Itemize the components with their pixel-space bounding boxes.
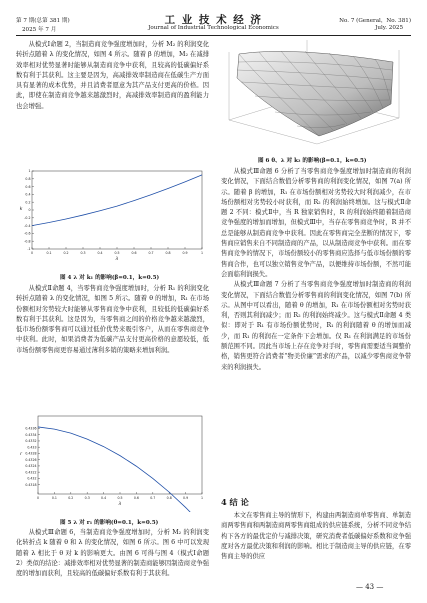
- x-tick-label: 0.8: [165, 251, 171, 255]
- right-column-text-2: [221, 511, 411, 562]
- y-tick-label: 0.4322: [25, 470, 37, 475]
- journal-title-en: Journal of Industrial Technological Economics: [148, 25, 279, 31]
- y-tick-label: 0.4328: [25, 451, 37, 456]
- x-tick-label: 0.4: [101, 496, 107, 500]
- x-tick-label: 0.7: [148, 251, 154, 255]
- figure-4-caption: 图 4 λ 对 k₁ 的影响(β=0.1，k=0.5): [60, 275, 160, 281]
- x-tick-label: 0.3: [80, 251, 86, 255]
- plot-frame: [32, 171, 202, 249]
- y-tick-label: 0.4332: [25, 439, 37, 444]
- x-tick-label: 1: [200, 496, 204, 500]
- y-tick-label: 0.4326: [25, 457, 37, 462]
- paragraph: 从模式Ⅲ命题 6，当制造商竞争强度增加时，分析 M₂ 的利润变化转折点 k 随着 θ 和 λ 的变化情况，如图 6 所示。图 6 中可以发现随着 λ 相比于 θ 对 k 的影响更大。由图 6 可得与图 4（模式Ⅰ命题 2）类似的结论：减排效率相对优势显著的制造商能够因制造商竞争强度的增加而获利，且较高的低碳偏好系数有利于其获利。: [16, 529, 209, 578]
- y-axis-label: k: [19, 207, 23, 212]
- header-rule: [16, 35, 411, 36]
- y-tick-label: 0.4318: [25, 482, 37, 487]
- y-tick-label: -0.8: [24, 239, 31, 244]
- x-tick-label: 0.2: [63, 251, 69, 255]
- x-tick-label: 0.6: [131, 251, 137, 255]
- y-tick-label: 0.8: [25, 177, 31, 181]
- y-tick-label: 0.2: [25, 200, 31, 205]
- paragraph: 本文在零售商主导的情形下，构建由两制造商单零售商、单制造商两零售商和两制造商两零售商组成的供应链系统，分析不同竞争结构下各方的最优定价与减排决策，研究消费者低碳偏好系数和竞争强度对各方最优决策和利润的影响。相比于制造商主导的供应链，在零售商主导的供应: [221, 512, 411, 561]
- y-tick-label: 0: [28, 208, 31, 213]
- x-tick-label: 0.9: [183, 496, 189, 500]
- series-line: [32, 175, 202, 226]
- x-tick-label: 0: [36, 496, 40, 500]
- x-tick-label: 0.2: [68, 496, 74, 500]
- x-tick-label: 0.8: [166, 496, 172, 500]
- issue-date-en: July. 2025: [375, 25, 403, 31]
- page-number: — 43 —: [356, 583, 384, 591]
- left-column-text-3: [16, 528, 209, 579]
- figure-5-caption: 图 5 λ 对 r₁ 的影响(θ=0.1，k=0.5): [60, 520, 159, 526]
- x-tick-label: 0.4: [97, 251, 103, 255]
- issue-number-cn: 第 7 期(总第 381 期): [16, 18, 70, 24]
- y-tick-label: 0.4334: [25, 432, 37, 437]
- y-tick-label: -0.6: [24, 231, 31, 236]
- figure-4-chart: [16, 167, 209, 267]
- y-tick-label: 0.4: [25, 192, 31, 197]
- y-tick-label: 0.4336: [25, 426, 37, 431]
- figure-6-caption: 图 6 θ、λ 对 k₂ 的影响(β=0.1，k=0.5): [258, 158, 367, 164]
- y-tick-label: 0.4324: [25, 464, 37, 469]
- x-axis-label: λ: [118, 502, 122, 507]
- y-tick-label: -1: [27, 247, 31, 252]
- x-tick-label: 0.6: [133, 496, 139, 500]
- page-header: [0, 0, 427, 42]
- y-axis-label: r: [20, 452, 22, 457]
- x-tick-label: 0.1: [46, 251, 52, 255]
- x-tick-label: 0.3: [84, 496, 90, 500]
- right-column-text-1: [221, 167, 411, 373]
- left-column-text-1: [16, 40, 209, 112]
- section-heading-conclusion: 4 结 论: [221, 497, 249, 507]
- y-tick-label: 0.6: [25, 184, 31, 189]
- x-axis-label: λ: [115, 257, 119, 262]
- x-tick-label: 0.5: [114, 251, 120, 255]
- y-tick-label: 0.432: [27, 476, 37, 481]
- paragraph: 从模式Ⅲ命题 7 分析了当零售商竞争强度增加时制造商的利润变化情况，下面结合数值分析零售商的利润变化情况，如图 7(b) 所示。从图中可以看出，随着 θ 的增加，R₁ 在市场份额相对劣势时获利，否则其利润减少；而 R₂ 的利润始终减少。这与模式Ⅱ命题 4 类似：即对于 R₁ 有市场份额优势时，R₁ 的利润随着 θ 的增加而减少，而 R₁ 的利润在一定条件下会增加。仅 R₁ 在利润满足的市场份额范围不同。因此当市场上存在竞争对手时，零售商需要适当调整价格，销售更符合消费者“物美价廉”需求的产品，以减少零售商竞争带来的利润损失。: [221, 281, 411, 371]
- journal-title-cn: 工 业 技 术 经 济: [164, 14, 263, 26]
- issue-number-en: No. 7 (General，No. 381): [339, 18, 411, 24]
- x-tick-label: 0.7: [150, 496, 156, 500]
- issue-date-cn: 2025 年 7 月: [22, 27, 57, 33]
- x-tick-label: 0: [30, 251, 34, 255]
- paragraph: 从模式Ⅰ命题 2，当制造商竞争强度增加时，分析 M₂ 的利润变化转折点随着 λ 的变化情况，如图 4 所示。随着 β 的增加，M₂ 在减排效率相对优势显著时能够从制造商竞争中获利，且较高的低碳偏好系数有利于其获利。这主要是因为，高减排效率制造商在低碳生产方面具有显著的成本优势，并且消费者愿意为其产品支付更高的价格。因此，即使在制造商竞争越来越激烈时，高减排效率制造商的盈利能力也会增强。: [16, 41, 209, 110]
- y-tick-label: -0.2: [24, 216, 31, 220]
- paragraph: 从模式Ⅱ命题 4，当零售商竞争强度增加时，分析 R₁ 的利润变化转折点随着 λ 的变化情况，如图 5 所示。随着 θ 的增加，R₁ 在市场份额相对劣势较大时能够从零售商竞争中获利，且较低的低碳偏好系数有利于其获利。这是因为，当零售商之间的价格竞争越来越激烈，低市场份额零售商可以通过低价优势来吸引客户，从而在零售商竞争中获利。此时，如果消费者为低碳产品支付更高价格的意愿较低，低市场份额零售商更容易通过薄利多销的策略来增加利润。: [16, 285, 209, 354]
- figure-5-chart: [16, 412, 209, 512]
- x-tick-label: 0.9: [182, 251, 188, 255]
- x-tick-label: 0.1: [51, 496, 57, 500]
- y-tick-label: 0.433: [27, 445, 37, 450]
- paragraph: 从模式Ⅲ命题 6 分析了当零售商竞争强度增加时制造商的利润变化情况，下面结合数值分析零售商的利润变化情况，如图 7(a) 所示。随着 β 的增加，R₁ 在市场份额相对劣势较大时利润减少，在市场份额相对劣势较小时获利，而 R₂ 的利润始终增加。这与模式Ⅱ命题 2 不同：模式Ⅱ中，当 R 独家销售时，R 的利润始终随着制造商竞争强度的增加而增加，但模式Ⅲ中，当存在零售商竞争时，R 并不总是能够从制造商竞争中获利。因此在零售商完全垄断的情况下，零售商应销售来自不同制造商的产品，以从制造商竞争中获利。而在零售商竞争的情况下，市场份额较小的零售商应选择与低市场份额的零售商合作，也可以独立销售竞争产品，以便维持市场份额，不然可能会面临利润损失。: [221, 168, 411, 278]
- y-tick-label: -0.4: [24, 223, 31, 228]
- x-tick-label: 0.5: [117, 496, 123, 500]
- y-tick-label: 1: [28, 169, 31, 174]
- left-column-text-2: [16, 284, 209, 356]
- plot-frame: [38, 416, 202, 494]
- figure-6-surface-plot: [221, 40, 411, 150]
- x-tick-label: 1: [200, 251, 204, 255]
